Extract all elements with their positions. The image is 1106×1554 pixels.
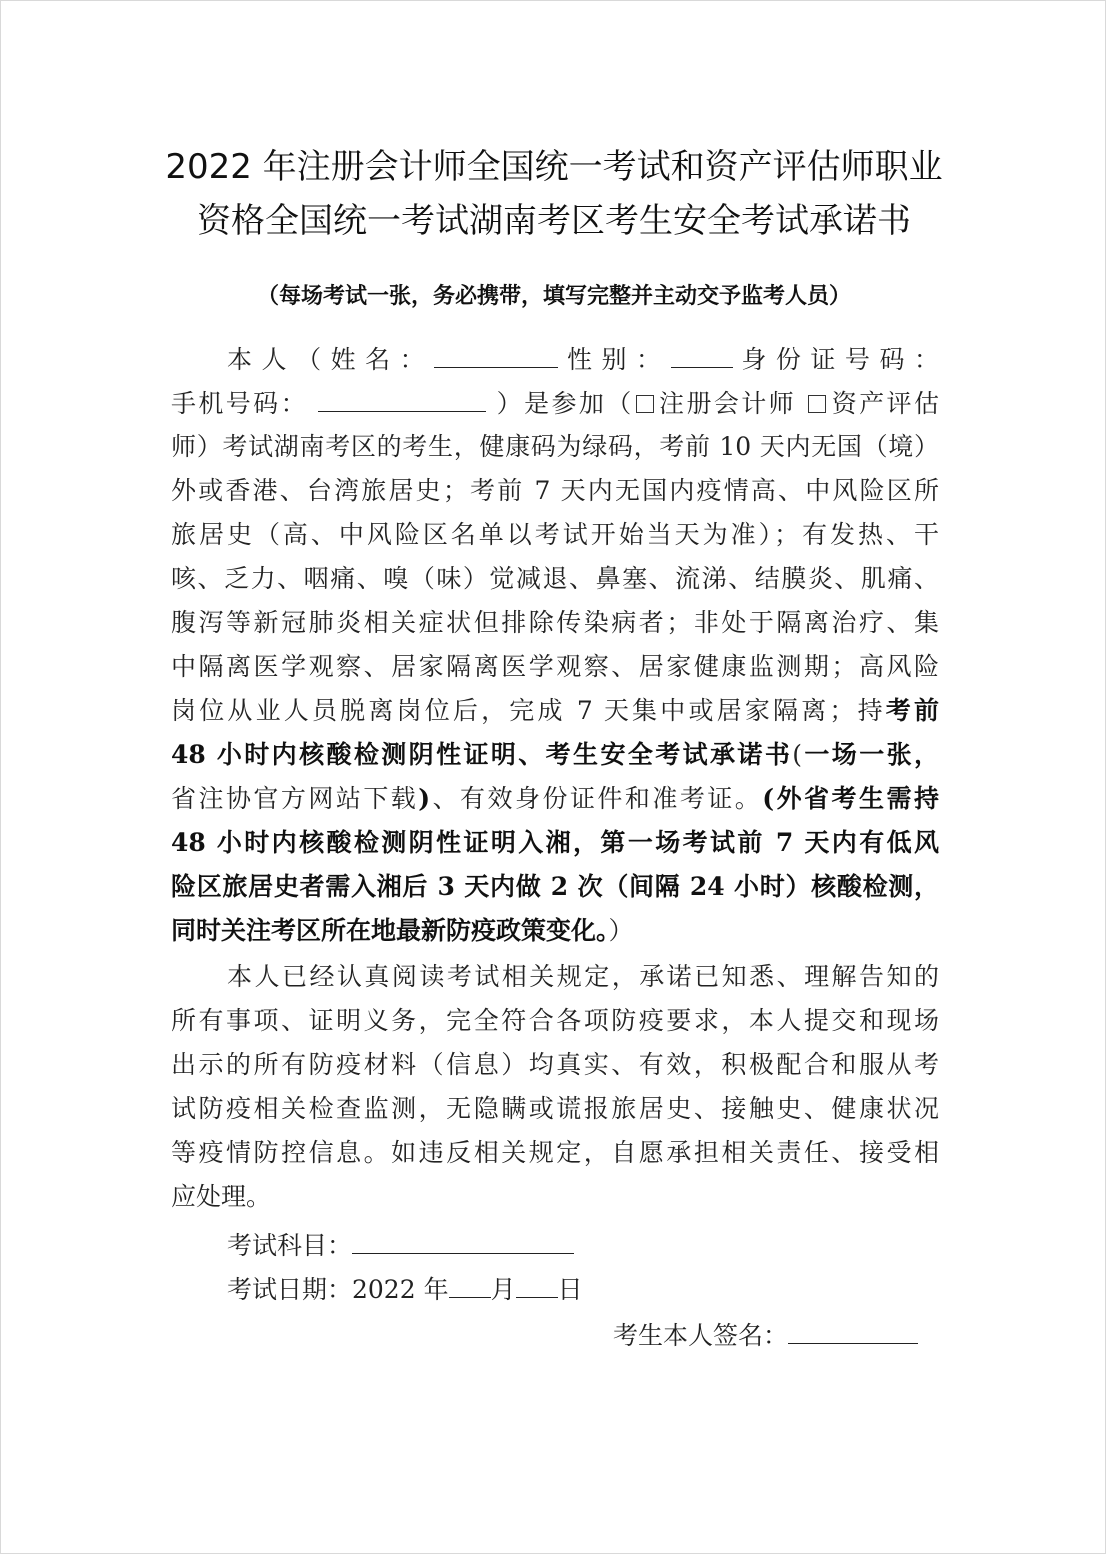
- para1-line-10-bold-2: 一场一张，: [802, 740, 939, 769]
- exam-date-label: 考试日期：2022 年: [227, 1275, 449, 1304]
- para1-line-11-text-2: 、有效身份证件和准考证。: [430, 784, 763, 813]
- phone-label: 手机号码：: [171, 389, 308, 418]
- exam-subject-label: 考试科目：: [227, 1231, 353, 1260]
- name-blank[interactable]: [434, 337, 558, 368]
- para2-line-4: 试防疫相关检查监测，无隐瞒或谎报旅居史、接触史、健康状况: [171, 1094, 939, 1123]
- para1-line-11-text-1: 省注协官方网站下载: [171, 784, 419, 813]
- para1-line-11-bold: 外省考生需持: [774, 784, 939, 813]
- para1-line-11-paren-close: ): [418, 784, 431, 813]
- exam-day-label: 日: [557, 1275, 583, 1304]
- para1-line-13: 险区旅居史者需入湘后 3 天内做 2 次（间隔 24 小时）核酸检测，: [171, 872, 939, 901]
- document-title-line-1: 2022 年注册会计师全国统一考试和资产评估师职业: [165, 147, 943, 187]
- para2-line-6: 应处理。: [171, 1182, 272, 1211]
- para1-line-5: 旅居史（高、中风险区名单以考试开始当天为准）；有发热、干: [171, 520, 939, 549]
- para1-line-7: 腹泻等新冠肺炎相关症状但排除传染病者；非处于隔离治疗、集: [171, 608, 939, 637]
- exam-day-blank[interactable]: [516, 1267, 558, 1298]
- para1-line-4: 外或香港、台湾旅居史；考前 7 天内无国内疫情高、中风险区所: [171, 476, 939, 505]
- gender-label: 性 别 ：: [566, 345, 662, 374]
- cpa-checkbox[interactable]: [636, 395, 654, 413]
- para1-line-10: [171, 733, 939, 777]
- exam-subject-row: [227, 1223, 574, 1267]
- para1-line-14: [171, 909, 939, 953]
- exam-month-blank[interactable]: [449, 1267, 491, 1298]
- exam-subject-blank[interactable]: [352, 1223, 574, 1254]
- para1-line-12: 48 小时内核酸检测阴性证明入湘，第一场考试前 7 天内有低风: [171, 828, 939, 857]
- document-subtitle: （每场考试一张，务必携带，填写完整并主动交予监考人员）: [256, 284, 851, 309]
- para1-line-6: 咳、乏力、咽痛、嗅（味）觉减退、鼻塞、流涕、结膜炎、肌痛、: [171, 564, 939, 593]
- para1-line-9: [171, 689, 939, 733]
- signature-row: [613, 1313, 939, 1357]
- para1-line-10-paren: (: [792, 740, 802, 769]
- name-label: 本 人 （ 姓 名 ：: [227, 345, 426, 374]
- signature-blank[interactable]: [788, 1313, 918, 1344]
- para1-line-1: [227, 337, 939, 381]
- para1-line-10-bold: 48 小时内核酸检测阴性证明、考生安全考试承诺书: [171, 740, 793, 769]
- para1-line-11-paren-open: (: [762, 784, 775, 813]
- para2-line-2: 所有事项、证明义务，完全符合各项防疫要求，本人提交和现场: [171, 1006, 939, 1035]
- para1-line-9-text: 岗位从业人员脱离岗位后，完成 7 天集中或居家隔离；持: [171, 696, 886, 725]
- signature-label: 考生本人签名：: [613, 1321, 789, 1350]
- exam-month-label: 月: [490, 1275, 516, 1304]
- asset-appraiser-label: 资产评估: [829, 389, 939, 418]
- para2-line-3: 出示的所有防疫材料（信息）均真实、有效，积极配合和服从考: [171, 1050, 939, 1079]
- exam-date-row: [227, 1267, 583, 1311]
- para2-line-5: 等疫情防控信息。如违反相关规定，自愿承担相关责任、接受相: [171, 1138, 939, 1167]
- phone-blank[interactable]: [318, 381, 486, 412]
- para2-line-1: 本人已经认真阅读考试相关规定，承诺已知悉、理解告知的: [227, 962, 939, 991]
- para1-line-14-paren: ）: [608, 916, 634, 945]
- gender-blank[interactable]: [671, 337, 733, 368]
- para1-line-3: 师）考试湖南考区的考生，健康码为绿码，考前 10 天内无国（境）: [171, 432, 939, 461]
- para1-line-2: [171, 381, 939, 425]
- exam-type-prefix: ）是参加（: [496, 389, 634, 418]
- para1-line-11: [171, 777, 939, 821]
- id-number-label: 身 份 证 号 码 ：: [741, 345, 939, 374]
- para1-line-8: 中隔离医学观察、居家隔离医学观察、居家健康监测期；高风险: [171, 652, 939, 681]
- document-title-line-2: 资格全国统一考试湖南考区考生安全考试承诺书: [197, 201, 911, 241]
- para1-line-9-bold: 考前: [885, 696, 939, 725]
- para1-line-14-bold: 同时关注考区所在地最新防疫政策变化。: [171, 916, 609, 945]
- cpa-label: 注册会计师: [656, 389, 797, 418]
- asset-appraiser-checkbox[interactable]: [808, 395, 826, 413]
